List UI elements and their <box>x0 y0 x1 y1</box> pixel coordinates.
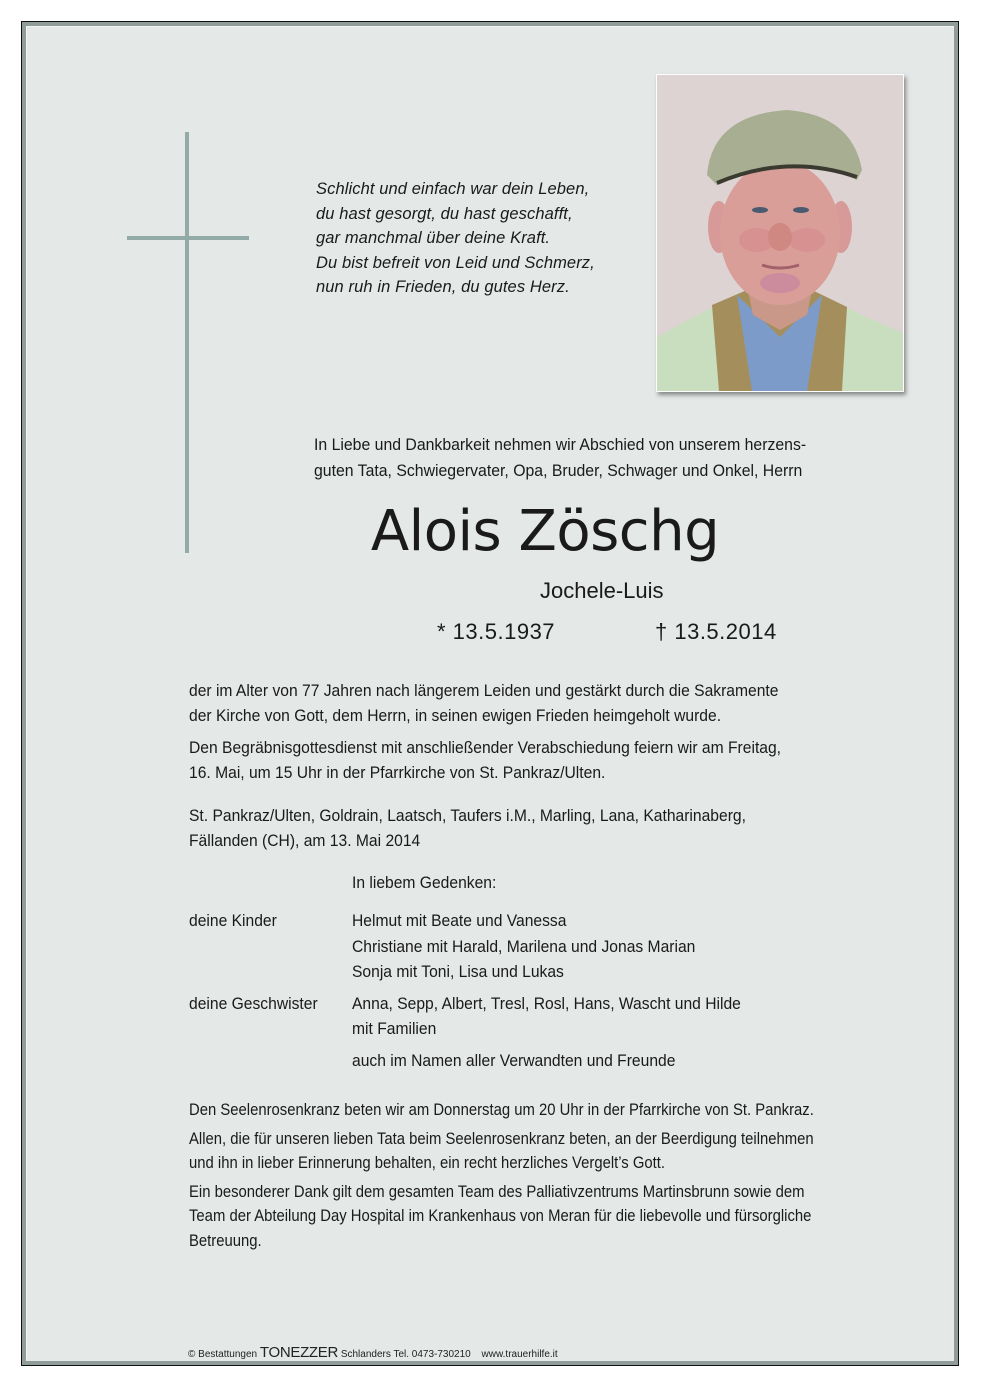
special-thanks-paragraph <box>189 1180 814 1254</box>
memorial-poem <box>316 177 595 300</box>
mourner-group-children <box>189 908 775 985</box>
mourners-list <box>189 908 775 1073</box>
mourner-group-relatives <box>189 1048 775 1074</box>
mourner-group-label: deine Geschwister <box>189 993 318 1013</box>
paragraph-line: Team der Abteilung Day Hospital im Krankenhaus von Meran für die liebevolle und fürsorgliche <box>189 1207 812 1225</box>
thanks-paragraph <box>189 1127 814 1176</box>
cross-icon-horizontal-bar <box>127 236 249 240</box>
intro-text <box>314 432 806 484</box>
paragraph-line: 16. Mai, um 15 Uhr in der Pfarrkirche von St. Pankraz/Ulten. <box>189 763 606 782</box>
paragraph-line: der Kirche von Gott, dem Herrn, in seinen ewigen Frieden heimgeholt wurde. <box>189 706 722 725</box>
poem-line: gar manchmal über deine Kraft. <box>316 229 551 247</box>
mourner-group-siblings <box>189 991 775 1042</box>
paragraph-line: Den Begräbnisgottesdienst mit anschließender Verabschiedung feiern wir am Freitag, <box>189 738 782 757</box>
closing-text <box>189 1098 814 1257</box>
mourner-line: Anna, Sepp, Albert, Tresl, Rosl, Hans, Wascht und Hilde <box>352 993 741 1013</box>
paragraph-line: St. Pankraz/Ulten, Goldrain, Laatsch, Taufers i.M., Marling, Lana, Katharinaberg, <box>189 806 746 825</box>
paragraph-line: und ihn in lieber Erinnerung behalten, ein recht herzliches Vergelt’s Gott. <box>189 1154 666 1172</box>
footer-copyright: © Bestattungen <box>188 1349 258 1360</box>
places-date-paragraph <box>189 803 746 853</box>
poem-line: Du bist befreit von Leid und Schmerz, <box>316 253 595 272</box>
mourner-line: Sonja mit Toni, Lisa und Lukas <box>352 962 564 981</box>
mourner-group-members <box>352 908 741 985</box>
funeral-service-paragraph <box>189 735 781 785</box>
paragraph-line: Fällanden (CH), am 13. Mai 2014 <box>189 831 421 850</box>
portrait-illustration <box>657 75 903 391</box>
footer-credit <box>188 1346 558 1362</box>
poem-line: Schlicht und einfach war dein Leben, <box>316 180 590 198</box>
footer-location-phone: Schlanders Tel. 0473-730210 <box>340 1349 471 1360</box>
mourners-heading: In liebem Gedenken: <box>352 873 497 892</box>
mourner-line: Christiane mit Harald, Marilena und Jonas Marian <box>352 936 696 956</box>
intro-line: guten Tata, Schwiegervater, Opa, Bruder, Schwager und Onkel, Herrn <box>314 461 803 480</box>
cross-icon-vertical-bar <box>185 132 189 553</box>
paragraph-line: Ein besonderer Dank gilt dem gesamten Team des Palliativzentrums Martinsbrunn sowie dem <box>189 1182 805 1201</box>
deceased-name: Alois Zöschg <box>370 499 720 564</box>
intro-line: In Liebe und Dankbarkeit nehmen wir Abschied von unserem herzens- <box>314 435 807 454</box>
birth-date: * 13.5.1937 <box>437 619 556 644</box>
deceased-nickname: Jochele-Luis <box>540 578 664 603</box>
mourner-group-members <box>352 991 741 1042</box>
footer-website-link[interactable]: www.trauerhilfe.it <box>481 1349 558 1360</box>
mourner-group-label: deine Kinder <box>189 911 277 930</box>
poem-line: du hast gesorgt, du hast geschafft, <box>316 204 573 223</box>
paragraph-line: Betreuung. <box>189 1231 262 1250</box>
rosary-notice: Den Seelenrosenkranz beten wir am Donnerstag um 20 Uhr in der Pfarrkirche von St. Pankraz. <box>189 1101 814 1119</box>
death-date: † 13.5.2014 <box>655 619 777 644</box>
mourner-group-members <box>352 1048 741 1074</box>
poem-line: nun ruh in Frieden, du gutes Herz. <box>316 278 570 296</box>
footer-brand: TONEZZER <box>259 1344 339 1361</box>
paragraph-line: der im Alter von 77 Jahren nach längerem Leiden und gestärkt durch die Sakramente <box>189 681 779 700</box>
passing-paragraph <box>189 678 778 728</box>
mourner-line: auch im Namen aller Verwandten und Freunde <box>352 1050 676 1070</box>
mourner-line: mit Familien <box>352 1019 437 1038</box>
paragraph-line: Allen, die für unseren lieben Tata beim Seelenrosenkranz beten, an der Beerdigung teilnehmen <box>189 1129 814 1148</box>
portrait-photo <box>656 74 904 392</box>
mourner-line: Helmut mit Beate und Vanessa <box>352 911 567 930</box>
